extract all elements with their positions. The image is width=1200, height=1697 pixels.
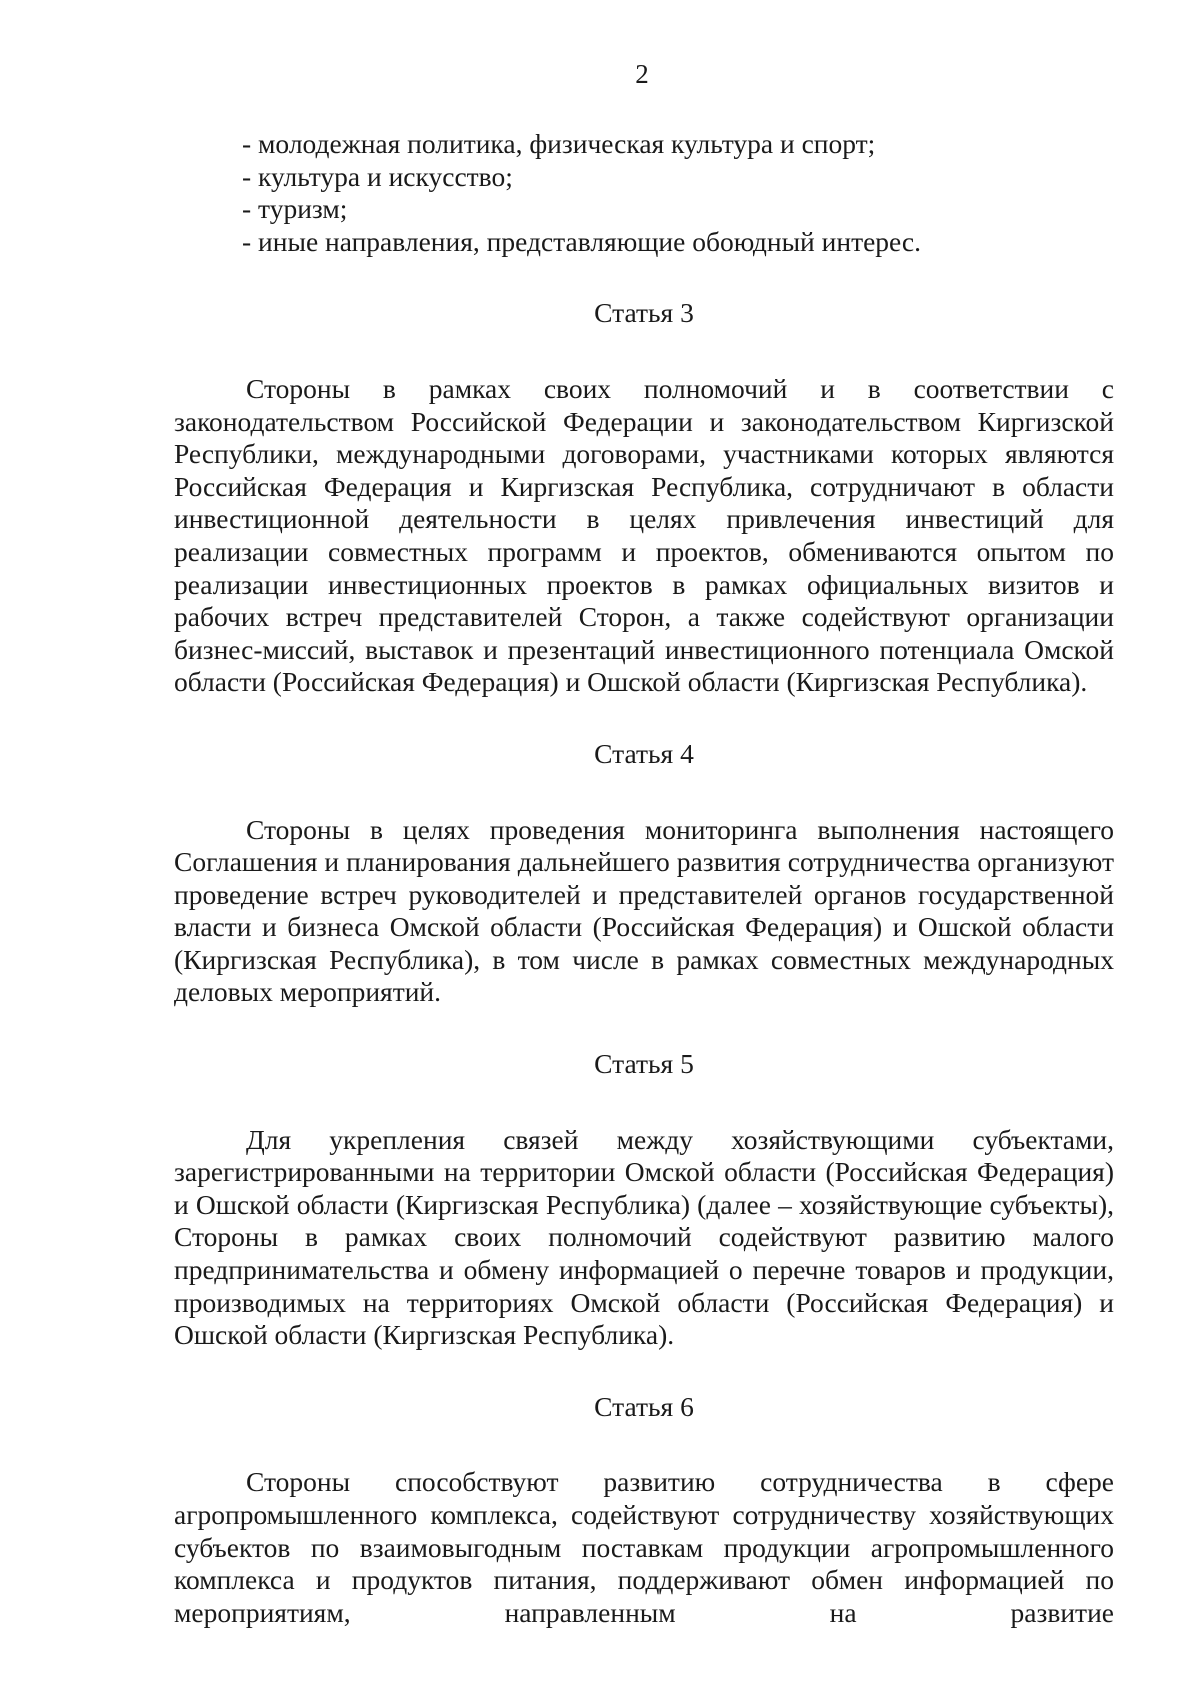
document-body — [174, 128, 1114, 1629]
article-4-heading: Статья 4 — [594, 737, 694, 769]
article-4-text: Стороны в целях проведения мониторинга выполнения настоящего Соглашения и планирования дальнейшего развития сотрудничества организуют проведение встреч руководителей и представителей органов государственной власти и бизнеса Омской области (Российская Федерация) и Ошской области (Киргизская Республика), в том числе в рамках совместных международных деловых мероприятий. — [174, 813, 1114, 1008]
list-item: - молодежная политика, физическая культура и спорт; — [242, 128, 876, 159]
article-5-text: Для укрепления связей между хозяйствующими субъектами, зарегистрированными на территории Омской области (Российская Федерация) и Ошской области (Киргизская Республика) (далее – хозяйствующие субъекты), Стороны в рамках своих полномочий содействуют развитию малого предпринимательства и обмену информацией о перечне товаров и продукции, производимых на территориях Омской области (Российская Федерация) и Ошской области (Киргизская Республика). — [174, 1123, 1114, 1351]
page-number: 2 — [635, 59, 649, 89]
article-3-text: Стороны в рамках своих полномочий и в соответствии с законодательством Российской Федерации и законодательством Киргизской Республики, международными договорами, участниками которых являются Российская Федерация и Киргизская Республика, сотрудничают в области инвестиционной деятельности в целях привлечения инвестиций для реализации совместных программ и проектов, обмениваются опытом по реализации инвестиционных проектов в рамках официальных визитов и рабочих встреч представителей Сторон, а также содействуют организации бизнес-миссий, выставок и презентаций инвестиционного потенциала Омской области (Российская Федерация) и Ошской области (Киргизская Республика). — [174, 372, 1114, 698]
list-item: - иные направления, представляющие обоюдный интерес. — [242, 225, 922, 257]
article-5-heading: Статья 5 — [594, 1048, 694, 1080]
list-item: - туризм; — [242, 193, 348, 225]
article-3-heading: Статья 3 — [594, 297, 694, 329]
list-item: - культура и искусство; — [242, 160, 513, 192]
directions-list — [174, 128, 1114, 258]
article-6-heading: Статья 6 — [594, 1390, 694, 1422]
article-6-text: Стороны способствуют развитию сотрудничества в сфере агропромышленного комплекса, содействуют сотрудничеству хозяйствующих субъектов по взаимовыгодным поставкам продукции агропромышленного комплекса и продуктов питания, поддерживают обмен информацией по мероприятиям, направленным на развитие — [174, 1466, 1114, 1628]
